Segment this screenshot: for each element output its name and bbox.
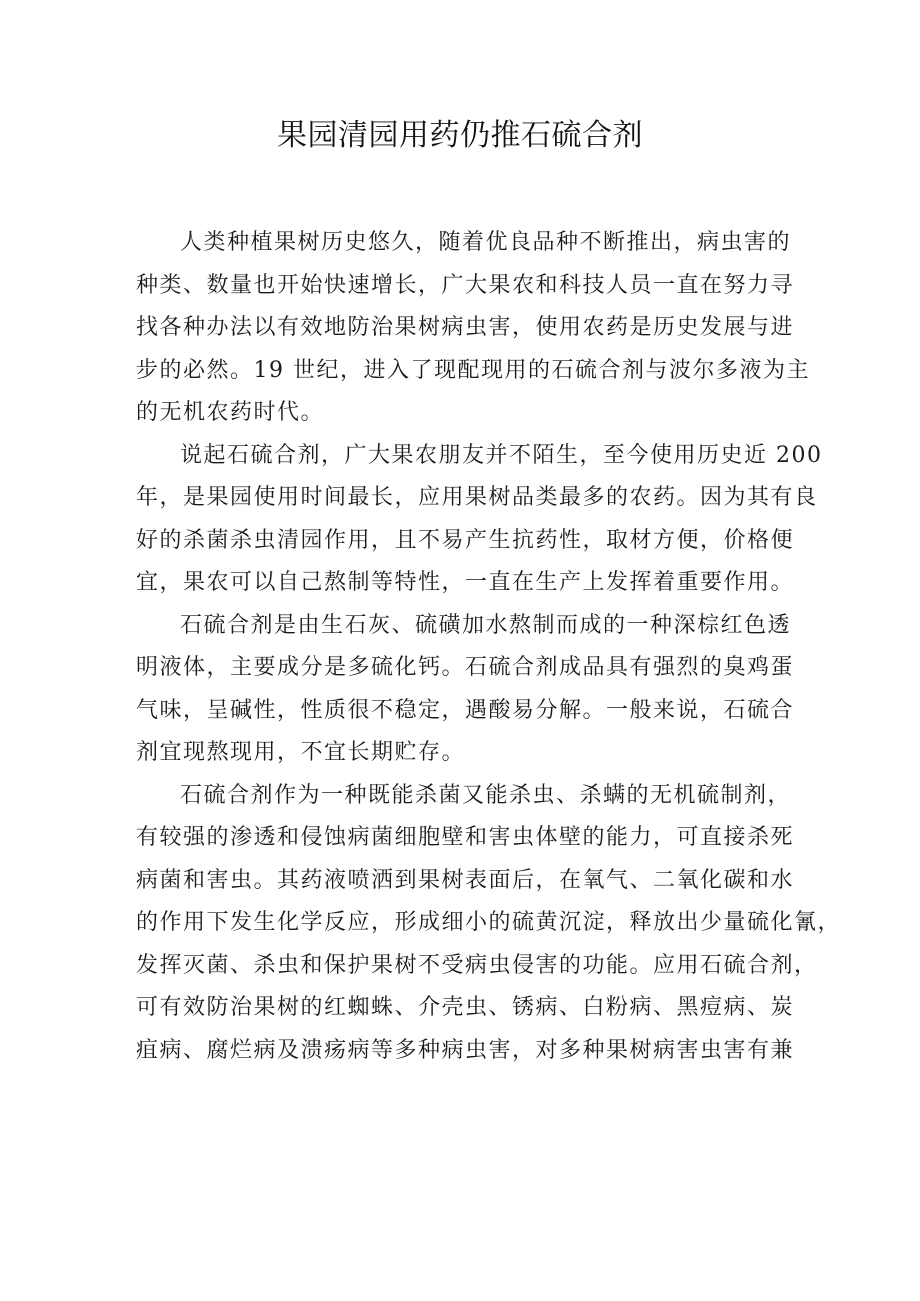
text-line: 宜，果农可以自己熬制等特性，一直在生产上发挥着重要作用。	[136, 570, 795, 595]
text-line: 病菌和害虫。其药液喷洒到果树表面后，在氧气、二氧化碳和水	[136, 867, 795, 893]
text-line: 的作用下发生化学反应，形成细小的硫黄沉淀，释放出少量硫化氰，	[136, 910, 842, 935]
text-line: 有较强的渗透和侵蚀病菌细胞壁和害虫体壁的能力，可直接杀死	[136, 825, 795, 850]
paragraph-2	[136, 435, 823, 605]
text-line: 步的必然。19 世纪，进入了现配现用的石硫合剂与波尔多液为主	[136, 357, 810, 383]
text-line: 剂宜现熬现用，不宜长期贮存。	[136, 740, 466, 765]
text-line: 的无机农药时代。	[136, 400, 325, 425]
text-line: 好的杀菌杀虫清园作用，且不易产生抗药性，取材方便，价格便	[136, 527, 795, 553]
text-line: 明液体，主要成分是多硫化钙。石硫合剂成品具有强烈的臭鸡蛋	[136, 655, 795, 680]
text-line: 说起石硫合剂，广大果农朋友并不陌生，至今使用历史近 200	[180, 442, 823, 468]
document-body	[136, 222, 842, 1072]
text-line: 种类、数量也开始快速增长，广大果农和科技人员一直在努力寻	[136, 272, 795, 298]
paragraph-4	[136, 775, 842, 1073]
text-line: 石硫合剂是由生石灰、硫磺加水熬制而成的一种深棕红色透	[180, 612, 792, 638]
paragraph-1	[136, 222, 810, 435]
text-line: 人类种植果树历史悠久，随着优良品种不断推出，病虫害的	[180, 230, 792, 255]
paragraph-3	[136, 605, 796, 775]
text-line: 疽病、腐烂病及溃疡病等多种病虫害，对多种果树病害虫害有兼	[136, 1037, 795, 1063]
text-line: 可有效防治果树的红蜘蛛、介壳虫、锈病、白粉病、黑痘病、炭	[136, 995, 795, 1020]
page-title: 果园清园用药仍推石硫合剂	[277, 118, 643, 153]
text-line: 发挥灭菌、杀虫和保护果树不受病虫侵害的功能。应用石硫合剂，	[136, 952, 818, 978]
text-line: 石硫合剂作为一种既能杀菌又能杀虫、杀螨的无机硫制剂，	[180, 782, 792, 808]
text-line: 找各种办法以有效地防治果树病虫害，使用农药是历史发展与进	[136, 315, 795, 340]
text-line: 年，是果园使用时间最长，应用果树品类最多的农药。因为其有良	[136, 485, 818, 510]
text-line: 气味，呈碱性，性质很不稳定，遇酸易分解。一般来说，石硫合	[136, 697, 795, 723]
